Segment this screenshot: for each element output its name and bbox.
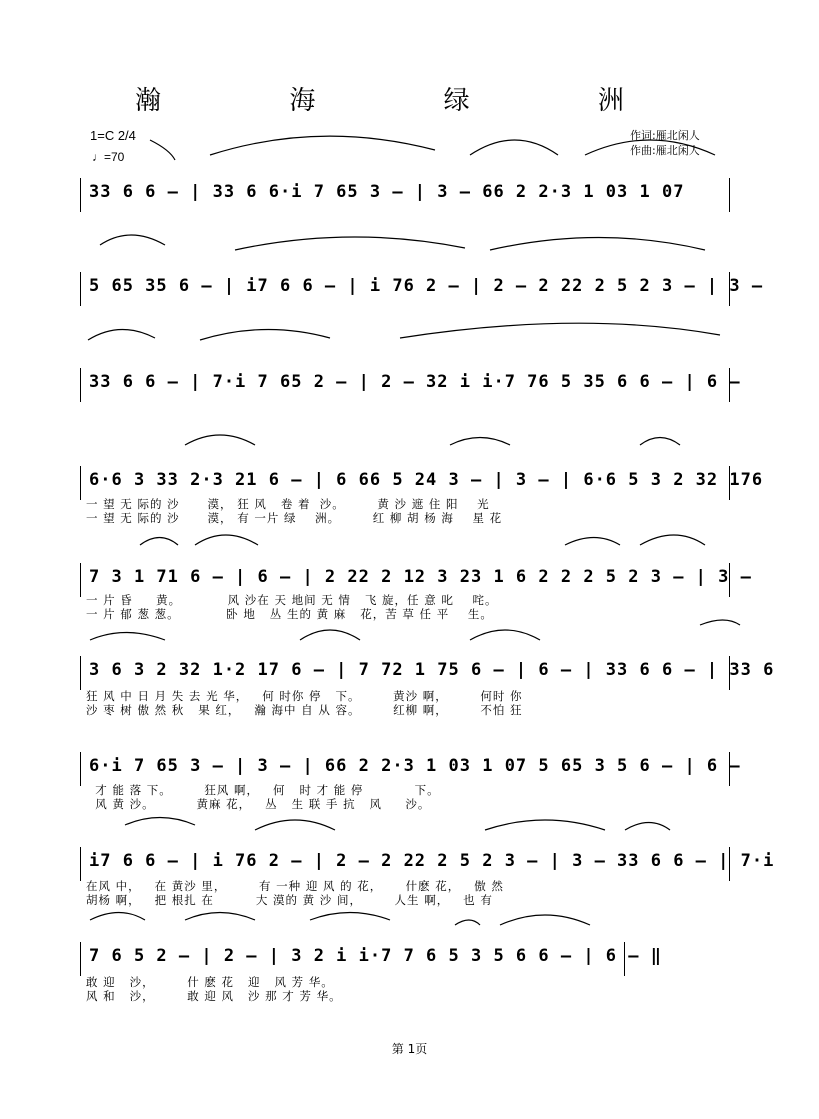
slur: [310, 913, 390, 921]
slur: [450, 438, 510, 446]
slur: [470, 140, 558, 155]
lyric-line: 敢 迎 沙， 什 麽 花 迎 风 芳 华。: [86, 975, 334, 989]
key-signature: 1=C 2/4: [90, 128, 136, 143]
lyricist-credit: 作词:雁北闲人: [630, 129, 700, 142]
song-title: 瀚 海 绿 洲: [135, 86, 684, 116]
slur: [90, 633, 165, 641]
score-line-6: [80, 656, 775, 690]
page-number: 第 1页: [391, 1042, 428, 1056]
notes: 33 6 6 – | 33 6 6·i 7 65 3 – | 3 – 66 2 2·3 1 03 1 07: [89, 182, 685, 202]
lyric-line: 一 片 郁 葱 葱。 卧 地 丛 生的 黄 麻 花，苦 草 任 平 生。: [86, 607, 493, 621]
notes: 33 6 6 – | 7·i 7 65 2 – | 2 – 32 i i·7 76 5 35 6 6 – | 6 –: [89, 372, 741, 392]
score-line-4: [80, 466, 764, 500]
slur: [185, 913, 255, 921]
slur: [88, 329, 155, 340]
lyric-line: 风 黄 沙。 黄麻 花， 丛 生 联 手 抗 风 沙。: [86, 797, 431, 811]
score-line-2: [80, 272, 764, 306]
slur: [490, 238, 705, 251]
slur: [100, 235, 165, 245]
slur: [400, 323, 720, 338]
notes: 7 6 5 2 – | 2 – | 3 2 i i·7 7 6 5 3 5 6 6 – | 6 – ‖: [89, 946, 662, 966]
slur: [625, 823, 670, 831]
lyric-line: 一 片 昏 黄。 风 沙在 天 地间 无 情 飞 旋，任 意 叱 咤。: [86, 593, 498, 607]
slur: [90, 913, 145, 921]
credits: [630, 128, 700, 158]
lyric-line: 在风 中， 在 黄沙 里， 有 一种 迎 风 的 花， 什麽 花， 傲 然: [86, 879, 504, 893]
composer-credit: 作曲:雁北闲人: [630, 144, 700, 157]
score-line-1: [80, 178, 730, 212]
slur: [195, 535, 258, 545]
slur: [500, 915, 590, 925]
lyric-line: 沙 枣 树 傲 然 秋 果 红， 瀚 海中 自 从 容。 红柳 啊， 不怕 狂: [86, 703, 523, 717]
lyric-line: 胡杨 啊， 把 根扎 在 大 漠的 黄 沙 间， 人生 啊， 也 有: [86, 893, 493, 907]
slur: [140, 538, 178, 546]
slur: [455, 920, 480, 925]
notes: 5 65 35 6 – | i7 6 6 – | i 76 2 – | 2 – 2 22 2 5 2 3 – | 3 –: [89, 276, 764, 296]
slur: [700, 620, 740, 625]
slur: [485, 820, 605, 830]
slur: [640, 535, 705, 545]
notes: 6·i 7 65 3 – | 3 – | 66 2 2·3 1 03 1 07 5 65 3 5 6 – | 6 –: [89, 756, 741, 776]
score-line-9: [80, 942, 662, 976]
lyric-line: 才 能 落 下。 狂风 啊， 何 时 才 能 停 下。: [86, 783, 440, 797]
lyric-line: 狂 风 中 日 月 失 去 光 华， 何 时你 停 下。 黄沙 啊， 何时 你: [86, 689, 523, 703]
slur: [565, 538, 620, 546]
notes: 7 3 1 71 6 – | 6 – | 2 22 2 12 3 23 1 6 2 2 2 5 2 3 – | 3 –: [89, 567, 752, 587]
slur: [640, 438, 680, 446]
notes: 6·6 3 33 2·3 21 6 – | 6 66 5 24 3 – | 3 – | 6·6 5 3 2 32 176: [89, 470, 764, 490]
slur: [255, 820, 335, 830]
lyric-line: 风 和 沙， 敢 迎 风 沙 那 才 芳 华。: [86, 989, 342, 1003]
tempo-marking: ♩=70: [92, 150, 125, 164]
slur: [200, 329, 330, 340]
lyric-line: 一 望 无 际的 沙 漠， 有 一片 绿 洲。 红 柳 胡 杨 海 星 花: [86, 511, 503, 525]
lyric-line: 一 望 无 际的 沙 漠， 狂 风 卷 着 沙。 黄 沙 遮 住 阳 光: [86, 497, 490, 511]
slur: [185, 435, 255, 445]
score-line-7: [80, 752, 741, 786]
slur: [235, 237, 465, 250]
score-line-8: [80, 847, 775, 881]
slur: [125, 818, 195, 826]
notes: 3 6 3 2 32 1·2 17 6 – | 7 72 1 75 6 – | 6 – | 33 6 6 – | 33 6: [89, 660, 775, 680]
notes: i7 6 6 – | i 76 2 – | 2 – 2 22 2 5 2 3 – | 3 – 33 6 6 – | 7·i: [89, 851, 775, 871]
score-line-3: [80, 368, 741, 402]
slur: [470, 630, 540, 640]
slur: [300, 630, 360, 640]
slur: [150, 140, 175, 160]
slur: [210, 136, 435, 155]
